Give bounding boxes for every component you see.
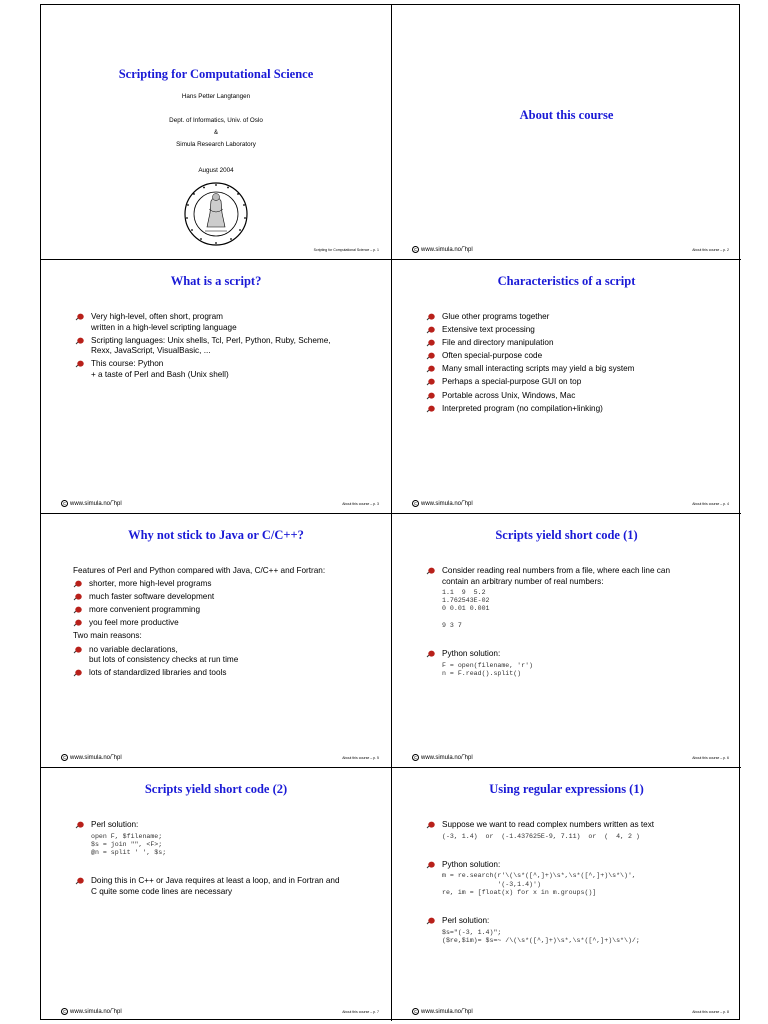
slide-8-title: Using regular expressions (1)	[489, 782, 644, 796]
code-block: 1.1 9 5.2 1.762543E-02 0 0.01 0.001 9 3 7	[442, 589, 490, 629]
bullet-icon	[73, 619, 82, 627]
list-item	[73, 605, 377, 616]
copyright-icon: c	[412, 500, 419, 507]
slide-4-title: Characteristics of a script	[497, 274, 636, 288]
list-item	[426, 391, 727, 402]
list-item	[73, 592, 377, 603]
slide-7-title: Scripts yield short code (2)	[144, 782, 288, 796]
slide-1-title: Scripting for Computational Science	[118, 67, 314, 81]
slide-4-body	[426, 312, 727, 417]
footer-url: www.simula.no/˜hpl	[70, 754, 122, 761]
list-item	[426, 377, 727, 388]
item-text: Python solution:	[442, 649, 501, 659]
copyright-icon: c	[412, 1008, 419, 1015]
slide-7-footer: About this course – p. 7	[342, 1010, 379, 1014]
bullet-icon	[426, 650, 435, 658]
footer-url: www.simula.no/˜hpl	[421, 500, 473, 507]
item-text: Scripting languages: Unix shells, Tcl, Perl, Python, Ruby, Scheme, Rexx, JavaScript, VisualBasic, ...	[91, 335, 331, 356]
list-item	[75, 312, 377, 333]
footer-url: www.simula.no/˜hpl	[421, 246, 473, 253]
code-block: m = re.search(r'\(\s*([^,]+)\s*,\s*([^,]+)\s*\)', '(-3,1.4)') re, im = [float(x) for x in m.groups()]	[442, 872, 636, 896]
copyright-icon: c	[412, 754, 419, 761]
university-seal-icon	[183, 181, 249, 247]
item-text: no variable declarations, but lots of consistency checks at run time	[89, 644, 239, 665]
item-text: you feel more productive	[89, 618, 179, 628]
list-item	[426, 566, 727, 647]
bullet-icon	[426, 313, 435, 321]
list-item	[426, 338, 727, 349]
item-text: much faster software development	[89, 592, 215, 602]
list-item	[426, 364, 727, 375]
slide-3-body	[75, 312, 377, 383]
slide-6-body	[426, 566, 727, 697]
copyright-icon: c	[61, 500, 68, 507]
item-text: Glue other programs together	[442, 312, 550, 321]
bullet-icon	[426, 365, 435, 373]
slide-why-not-java	[41, 513, 391, 767]
bullet-icon	[73, 606, 82, 614]
list-item	[426, 916, 733, 961]
item-text: shorter, more high-level programs	[89, 579, 212, 589]
bullet-icon	[426, 378, 435, 386]
slide-5-title: Why not stick to Java or C/C++?	[128, 528, 304, 542]
slide-5-footer: About this course – p. 5	[342, 756, 379, 760]
slide-4-footer-left	[412, 500, 473, 507]
slide-short-code-2	[41, 767, 391, 1021]
bullet-icon	[73, 593, 82, 601]
slide-8-footer: About this course – p. 8	[692, 1010, 729, 1014]
slide-title	[41, 5, 391, 259]
bullet-icon	[75, 313, 84, 321]
bullet-icon	[426, 392, 435, 400]
slide-6-footer-left	[412, 754, 473, 761]
list-item	[73, 645, 377, 666]
slide-characteristics	[391, 259, 741, 513]
bullet-icon	[426, 339, 435, 347]
slide-3-footer-left	[61, 500, 122, 507]
copyright-icon: c	[61, 1008, 68, 1015]
slide-8-footer-left	[412, 1008, 473, 1015]
item-text: lots of standardized libraries and tools	[89, 668, 227, 678]
item-text: Portable across Unix, Windows, Mac	[442, 390, 576, 400]
bullet-icon	[73, 646, 82, 654]
item-text: Doing this in C++ or Java requires at least a loop, and in Fortran and C quite some code lines are necessary	[91, 876, 340, 896]
bullet-icon	[75, 337, 84, 345]
list-item	[75, 359, 377, 380]
list-item	[73, 618, 377, 629]
list-item	[75, 876, 377, 897]
slide-5-body	[73, 566, 377, 681]
code-block: (-3, 1.4) or (-1.437625E-9, 7.11) or ( 4, 2 )	[442, 832, 640, 840]
list-item	[426, 351, 727, 362]
list-item	[426, 312, 727, 323]
copyright-icon: c	[412, 246, 419, 253]
item-text: Python solution:	[442, 859, 501, 869]
slide-regex-1	[391, 767, 741, 1021]
list-item	[426, 404, 727, 415]
list-item	[75, 820, 377, 874]
slide-5-reasons: Two main reasons:	[73, 631, 142, 641]
code-block: F = open(filename, 'r') n = F.read().split()	[442, 661, 534, 677]
copyright-icon: c	[61, 754, 68, 761]
slide-8-body	[426, 820, 733, 964]
slide-2-footer-left	[412, 246, 473, 253]
footer-url: www.simula.no/˜hpl	[70, 500, 122, 507]
list-item	[426, 860, 733, 914]
bullet-icon	[426, 917, 435, 925]
slide-about	[391, 5, 741, 259]
bullet-icon	[73, 669, 82, 677]
bullet-icon	[426, 567, 435, 575]
item-text: Often special-purpose code	[442, 351, 543, 361]
slide-7-footer-left	[61, 1008, 122, 1015]
list-item	[426, 820, 733, 857]
slide-grid	[40, 4, 740, 1020]
slide-7-body	[75, 820, 377, 900]
slide-short-code-1	[391, 513, 741, 767]
item-text: Perl solution:	[91, 820, 139, 829]
footer-url: www.simula.no/˜hpl	[70, 1008, 122, 1015]
affiliation-2: Simula Research Laboratory	[176, 141, 256, 148]
slide-6-footer: About this course – p. 6	[692, 756, 729, 760]
code-block: open F, $filename; $s = join "", <F>; @n = split ' ', $s;	[91, 832, 167, 856]
item-text: Interpreted program (no compilation+linking)	[442, 403, 603, 413]
item-text: Perhaps a special-purpose GUI on top	[442, 377, 582, 387]
slide-5-footer-left	[61, 754, 122, 761]
item-text: This course: Python + a taste of Perl and Bash (Unix shell)	[91, 359, 229, 379]
slide-4-footer: About this course – p. 4	[692, 502, 729, 506]
item-text: Consider reading real numbers from a file, where each line can contain an arbitrary number of real numbers:	[442, 566, 671, 586]
list-item	[75, 336, 377, 357]
bullet-icon	[426, 405, 435, 413]
list-item	[73, 668, 377, 679]
author: Hans Petter Langtangen	[181, 93, 251, 100]
item-text: File and directory manipulation	[442, 338, 554, 348]
slide-2-footer: About this course – p. 2	[692, 248, 729, 252]
bullet-icon	[75, 877, 84, 885]
bullet-icon	[426, 352, 435, 360]
footer-url: www.simula.no/˜hpl	[421, 754, 473, 761]
footer-url: www.simula.no/˜hpl	[421, 1008, 473, 1015]
slide-what-is-script	[41, 259, 391, 513]
slide-2-title: About this course	[519, 108, 614, 122]
slide-1-footer: Scripting for Computational Science – p. 1	[313, 248, 379, 252]
item-text: more convenient programming	[89, 605, 201, 615]
bullet-icon	[75, 821, 84, 829]
bullet-icon	[426, 861, 435, 869]
list-item	[426, 649, 727, 694]
code-block: $s="(-3, 1.4)"; ($re,$im)= $s=~ /\(\s*([^,]+)\s*,\s*([^,]+)\s*\)/;	[442, 928, 640, 944]
list-item	[73, 579, 377, 590]
bullet-icon	[426, 326, 435, 334]
list-item	[426, 325, 727, 336]
item-text: Very high-level, often short, program written in a high-level scripting language	[91, 312, 237, 332]
bullet-icon	[75, 360, 84, 368]
bullet-icon	[73, 580, 82, 588]
affiliation-amp: &	[213, 129, 219, 136]
item-text: Many small interacting scripts may yield a big system	[442, 364, 635, 374]
affiliation-1: Dept. of Informatics, Univ. of Oslo	[169, 117, 263, 124]
item-text: Perl solution:	[442, 916, 490, 926]
item-text: Suppose we want to read complex numbers written as text	[442, 820, 655, 829]
slide-6-title: Scripts yield short code (1)	[495, 528, 638, 542]
bullet-icon	[426, 821, 435, 829]
slide-3-footer: About this course – p. 3	[342, 502, 379, 506]
date: August 2004	[198, 167, 234, 174]
slide-5-intro: Features of Perl and Python compared with Java, C/C++ and Fortran:	[73, 566, 326, 575]
slide-3-title: What is a script?	[170, 274, 262, 288]
item-text: Extensive text processing	[442, 325, 535, 335]
